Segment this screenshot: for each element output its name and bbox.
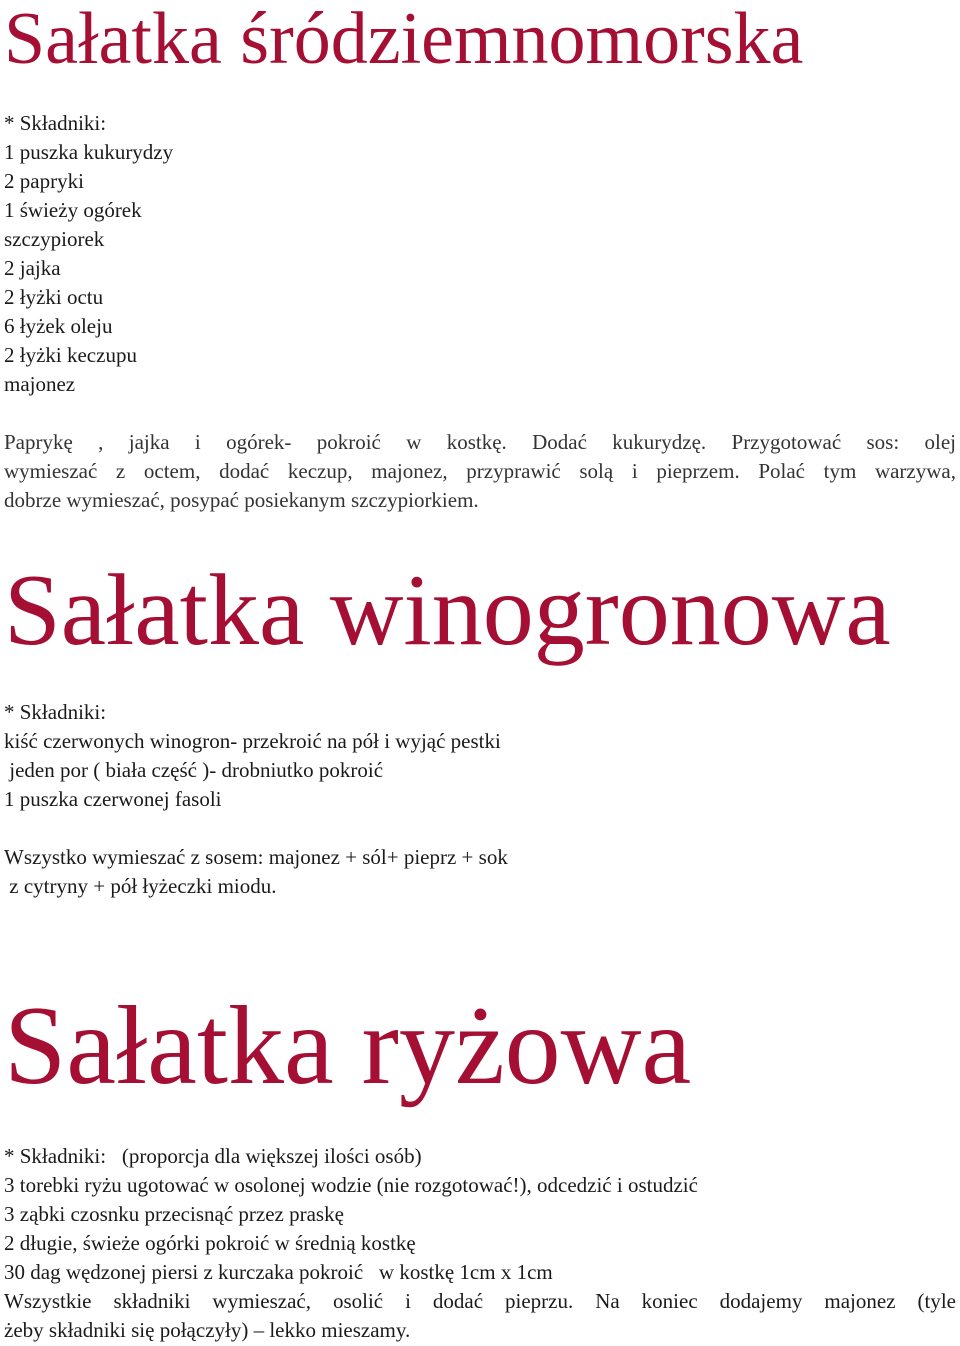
ingredients-header: * Składniki: <box>4 111 107 135</box>
ingredient-item: 6 łyżek oleju <box>4 314 113 338</box>
instruction-line: z cytryny + pół łyżeczki miodu. <box>4 874 277 898</box>
ingredient-item: jeden por ( biała część )- drobniutko pokroić <box>4 758 384 782</box>
ingredient-item: 1 puszka czerwonej fasoli <box>4 787 222 811</box>
ingredient-item: 3 torebki ryżu ugotować w osolonej wodzie (nie rozgotować!), odcedzić i ostudzić <box>4 1173 698 1197</box>
ingredients-section-rice <box>4 1142 956 1287</box>
ingredients-section-mediterranean <box>4 109 956 399</box>
instruction-line: wymieszać z octem, dodać keczup, majonez, przyprawić solą i pieprzem. Polać tym warzywa, <box>4 459 956 483</box>
ingredient-item: 3 ząbki czosnku przecisnąć przez praskę <box>4 1202 344 1226</box>
instructions-mediterranean <box>4 428 956 515</box>
instructions-rice <box>4 1287 956 1345</box>
ingredient-item: 2 łyżki keczupu <box>4 343 137 367</box>
ingredient-item: 2 papryki <box>4 169 84 193</box>
recipe-title-grape: Sałatka winogronowa <box>4 554 891 667</box>
ingredient-item: 1 puszka kukurydzy <box>4 140 174 164</box>
instruction-line: dobrze wymieszać, posypać posiekanym szczypiorkiem. <box>4 488 479 512</box>
ingredients-section-grape <box>4 698 956 814</box>
ingredients-header: * Składniki: (proporcja dla większej ilości osób) <box>4 1144 422 1168</box>
instruction-line: Wszystkie składniki wymieszać, osolić i dodać pieprzu. Na koniec dodajemy majonez (tyle <box>4 1289 956 1313</box>
ingredient-item: majonez <box>4 372 76 396</box>
instructions-grape <box>4 843 956 901</box>
recipe-title-rice: Sałatka ryżowa <box>4 984 692 1108</box>
recipe-title-mediterranean: Sałatka śródziemnomorska <box>4 0 804 80</box>
ingredient-item: kiść czerwonych winogron- przekroić na pół i wyjąć pestki <box>4 729 501 753</box>
instruction-line: Wszystko wymieszać z sosem: majonez + sól+ pieprz + sok <box>4 845 508 869</box>
ingredient-item: 2 łyżki octu <box>4 285 104 309</box>
ingredient-item: 30 dag wędzonej piersi z kurczaka pokroić w kostkę 1cm x 1cm <box>4 1260 553 1284</box>
instruction-line: Paprykę , jajka i ogórek- pokroić w kostkę. Dodać kukurydzę. Przygotować sos: olej <box>4 430 956 454</box>
ingredient-item: szczypiorek <box>4 227 105 251</box>
ingredient-item: 1 świeży ogórek <box>4 198 142 222</box>
instruction-line: żeby składniki się połączyły) – lekko mieszamy. <box>4 1318 411 1342</box>
ingredient-item: 2 jajka <box>4 256 61 280</box>
ingredient-item: 2 długie, świeże ogórki pokroić w średnią kostkę <box>4 1231 416 1255</box>
ingredients-header: * Składniki: <box>4 700 107 724</box>
